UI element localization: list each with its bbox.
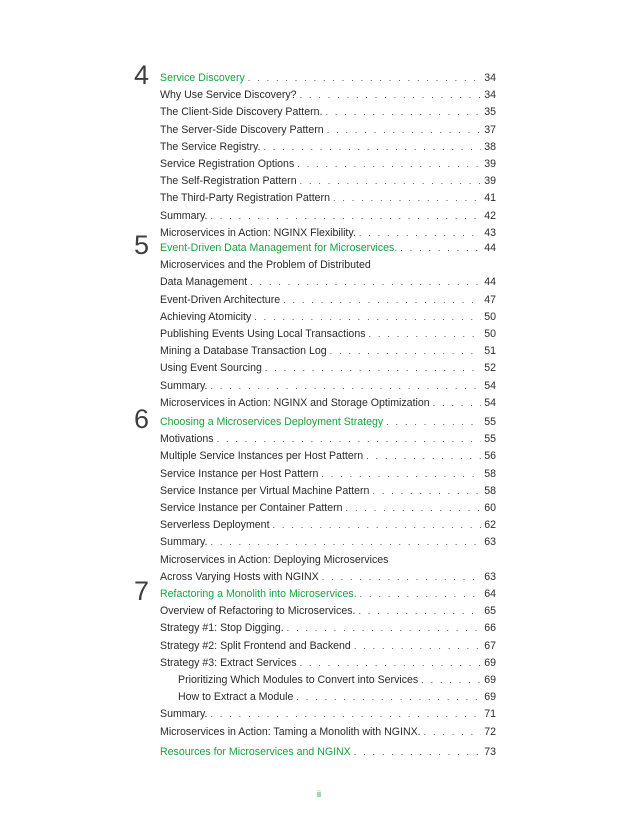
toc-entry-title: Overview of Refactoring to Microservices. <box>160 605 356 618</box>
toc-entry-title: Microservices and the Problem of Distributed <box>160 259 371 272</box>
toc-entry-page: 64 <box>484 588 496 600</box>
toc-entry-title: Achieving Atomicity <box>160 310 252 323</box>
toc-entry[interactable] <box>160 466 496 483</box>
chapter-number: 6 <box>134 404 150 434</box>
toc-entry-page: 34 <box>484 89 496 102</box>
toc-entry[interactable] <box>160 87 496 104</box>
toc-entry-page: 34 <box>484 72 496 84</box>
toc-entry-page: 69 <box>484 674 496 686</box>
dot-leader <box>421 672 481 689</box>
toc-entry-title: Microservices in Action: NGINX Flexibility. <box>160 226 356 239</box>
toc-entry-title: Service Instance per Virtual Machine Pattern <box>160 484 370 497</box>
toc-entry[interactable] <box>160 603 496 620</box>
dot-leader <box>210 534 481 551</box>
toc-entry[interactable] <box>160 655 496 672</box>
toc-entry[interactable] <box>160 638 496 655</box>
dot-leader <box>300 173 482 190</box>
dot-leader <box>300 87 482 104</box>
toc-entry-page: 73 <box>484 746 496 758</box>
dot-leader <box>217 431 482 448</box>
toc-entry-title: Multiple Service Instances per Host Pattern <box>160 450 364 463</box>
dot-leader <box>360 586 482 603</box>
toc-entry-title: Strategy #3: Extract Services <box>160 656 297 669</box>
dot-leader <box>400 240 481 257</box>
toc-entry[interactable] <box>160 292 496 309</box>
toc-entry[interactable] <box>160 139 496 156</box>
toc-entry-page: 44 <box>484 242 496 254</box>
toc-entry-title: Motivations <box>160 433 214 446</box>
toc-entry-page: 58 <box>484 467 496 480</box>
toc-entry-title: Event-Driven Architecture <box>160 293 281 306</box>
toc-entry-title: Strategy #2: Split Frontend and Backend <box>160 639 351 652</box>
toc-entry[interactable] <box>160 190 496 207</box>
toc-entry[interactable] <box>160 156 496 173</box>
toc-entry-page: 38 <box>484 140 496 153</box>
toc-entry-page: 41 <box>484 192 496 205</box>
toc-entry-page: 65 <box>484 605 496 618</box>
toc-entry[interactable] <box>178 689 496 706</box>
toc-entry-title: Microservices in Action: Taming a Monolith with NGINX. <box>160 725 421 738</box>
dot-leader <box>327 122 482 139</box>
dot-leader <box>248 70 481 87</box>
toc-entry[interactable] <box>160 431 496 448</box>
dot-leader <box>210 208 481 225</box>
toc-entry-page: 43 <box>484 226 496 239</box>
toc-entry-page: 67 <box>484 639 496 652</box>
toc-entry-page: 71 <box>484 708 496 721</box>
dot-leader <box>366 448 481 465</box>
toc-entry[interactable] <box>178 672 496 689</box>
dot-leader <box>296 689 481 706</box>
chapter-number: 4 <box>134 60 150 90</box>
toc-entry-title: Summary. <box>160 708 208 721</box>
toc-entry[interactable] <box>160 517 496 534</box>
toc-entry-page: 55 <box>484 416 496 428</box>
dot-leader <box>358 603 481 620</box>
toc-entry-page: 50 <box>484 310 496 323</box>
toc-entry-title: Mining a Database Transaction Log <box>160 345 327 358</box>
toc-entry-title: The Third-Party Registration Pattern <box>160 192 330 205</box>
toc-entry-title: Why Use Service Discovery? <box>160 89 297 102</box>
toc-entry-page: 35 <box>484 106 496 119</box>
dot-leader <box>210 378 481 395</box>
toc-entry-title: Service Discovery <box>160 72 245 84</box>
chapter-title-entry[interactable] <box>160 414 496 431</box>
dot-leader <box>372 483 481 500</box>
dot-leader <box>273 517 482 534</box>
toc-entry-title: Publishing Events Using Local Transactions <box>160 328 366 340</box>
toc-entry-title: Across Varying Hosts with NGINX <box>160 570 319 583</box>
toc-entry-title: Microservices in Action: Deploying Microservices <box>160 553 389 566</box>
toc-entry[interactable] <box>160 173 496 190</box>
toc-entry[interactable] <box>160 326 496 343</box>
toc-entry-title: Using Event Sourcing <box>160 362 262 375</box>
dot-leader <box>265 360 481 377</box>
toc-entry-title: Service Instance per Container Pattern <box>160 502 343 514</box>
toc-entry-page: 69 <box>484 656 496 669</box>
dot-leader <box>254 309 481 326</box>
chapter-number: 5 <box>134 230 150 260</box>
toc-entry-title: Service Registration Options <box>160 158 295 170</box>
toc-entry[interactable] <box>160 724 496 741</box>
dot-leader <box>263 139 481 156</box>
toc-entry[interactable] <box>160 274 496 291</box>
toc-entry-title: The Client-Side Discovery Pattern. <box>160 106 323 119</box>
toc-entry[interactable] <box>160 360 496 377</box>
dot-leader <box>369 326 482 343</box>
toc-entry[interactable] <box>160 552 496 569</box>
toc-entry-page: 55 <box>484 433 496 446</box>
dot-leader <box>283 292 481 309</box>
page-number: ii <box>317 789 321 799</box>
toc-entry[interactable] <box>160 483 496 500</box>
toc-entry-title: Summary. <box>160 379 208 392</box>
toc-entry-title: Event-Driven Data Management for Microservices. <box>160 242 398 254</box>
toc-entry-title: Prioritizing Which Modules to Convert into Services <box>178 674 419 686</box>
toc-entry-page: 50 <box>484 328 496 340</box>
toc-entry[interactable] <box>160 448 496 465</box>
toc-entry[interactable] <box>160 706 496 723</box>
dot-leader <box>287 620 482 637</box>
toc-entry-title: Serverless Deployment <box>160 519 270 532</box>
chapter-title-entry[interactable] <box>160 70 496 87</box>
toc-entry-title: Data Management <box>160 276 248 289</box>
toc-entry-title: Refactoring a Monolith into Microservices. <box>160 588 357 600</box>
toc-entry[interactable] <box>160 569 496 586</box>
toc-entry-page: 54 <box>484 379 496 392</box>
toc-entry[interactable] <box>160 309 496 326</box>
toc-entry-page: 58 <box>484 484 496 497</box>
dot-leader <box>386 414 481 431</box>
toc-entry-page: 51 <box>484 345 496 358</box>
toc-entry[interactable] <box>160 208 496 225</box>
toc-entry-page: 60 <box>484 502 496 514</box>
toc-entry-page: 47 <box>484 293 496 306</box>
toc-entry[interactable] <box>160 620 496 637</box>
dot-leader <box>300 655 482 672</box>
toc-entry-title: Strategy #1: Stop Digging. <box>160 622 284 635</box>
toc-entry[interactable] <box>160 534 496 551</box>
toc-entry-page: 56 <box>484 450 496 463</box>
dot-leader <box>424 724 482 741</box>
dot-leader <box>326 104 482 121</box>
dot-leader <box>322 569 481 586</box>
dot-leader <box>250 274 481 291</box>
toc-entry-page: 42 <box>484 209 496 222</box>
dot-leader <box>346 500 482 517</box>
toc-entry-page: 54 <box>484 396 496 409</box>
toc-entry-title: The Self-Registration Pattern <box>160 175 297 188</box>
dot-leader <box>354 638 481 655</box>
toc-entry-title: The Server-Side Discovery Pattern <box>160 123 324 136</box>
chapter-number: 7 <box>134 576 150 606</box>
toc-entry-resources[interactable] <box>160 744 496 761</box>
toc-entry-page: 44 <box>484 276 496 289</box>
toc-entry-title: Summary. <box>160 536 208 549</box>
toc-entry[interactable] <box>160 378 496 395</box>
chapter-title-entry[interactable] <box>160 586 496 603</box>
toc-entry-page: 52 <box>484 362 496 375</box>
toc-entry-page: 69 <box>484 691 496 704</box>
toc-entry-title: Service Instance per Host Pattern <box>160 467 319 480</box>
toc-entry[interactable] <box>160 257 496 274</box>
toc-entry-title: Summary. <box>160 209 208 222</box>
toc-entry-page: 63 <box>484 536 496 549</box>
toc-entry-page: 39 <box>484 158 496 170</box>
dot-leader <box>433 395 482 412</box>
dot-leader <box>354 744 481 761</box>
toc-entry[interactable] <box>160 500 496 517</box>
dot-leader <box>210 706 481 723</box>
toc-entry-page: 66 <box>484 622 496 635</box>
toc-entry-page: 39 <box>484 175 496 188</box>
dot-leader <box>333 190 481 207</box>
dot-leader <box>297 156 481 173</box>
toc-entry-title: How to Extract a Module <box>178 691 294 704</box>
dot-leader <box>330 343 482 360</box>
toc-entry-title: The Service Registry. <box>160 140 261 153</box>
chapter-title-entry[interactable] <box>160 240 496 257</box>
toc-entry-page: 62 <box>484 519 496 532</box>
dot-leader <box>321 466 481 483</box>
toc-entry[interactable] <box>160 104 496 121</box>
toc-entry[interactable] <box>160 343 496 360</box>
toc-entry-title: Microservices in Action: NGINX and Storage Optimization <box>160 396 430 409</box>
toc-entry-page: 63 <box>484 570 496 583</box>
toc-entry-page: 37 <box>484 123 496 136</box>
toc-entry[interactable] <box>160 395 496 412</box>
toc-entry-page: 72 <box>484 725 496 738</box>
toc-entry-title: Choosing a Microservices Deployment Strategy <box>160 416 384 428</box>
toc-entry[interactable] <box>160 122 496 139</box>
toc-entry-title: Resources for Microservices and NGINX <box>160 746 351 758</box>
